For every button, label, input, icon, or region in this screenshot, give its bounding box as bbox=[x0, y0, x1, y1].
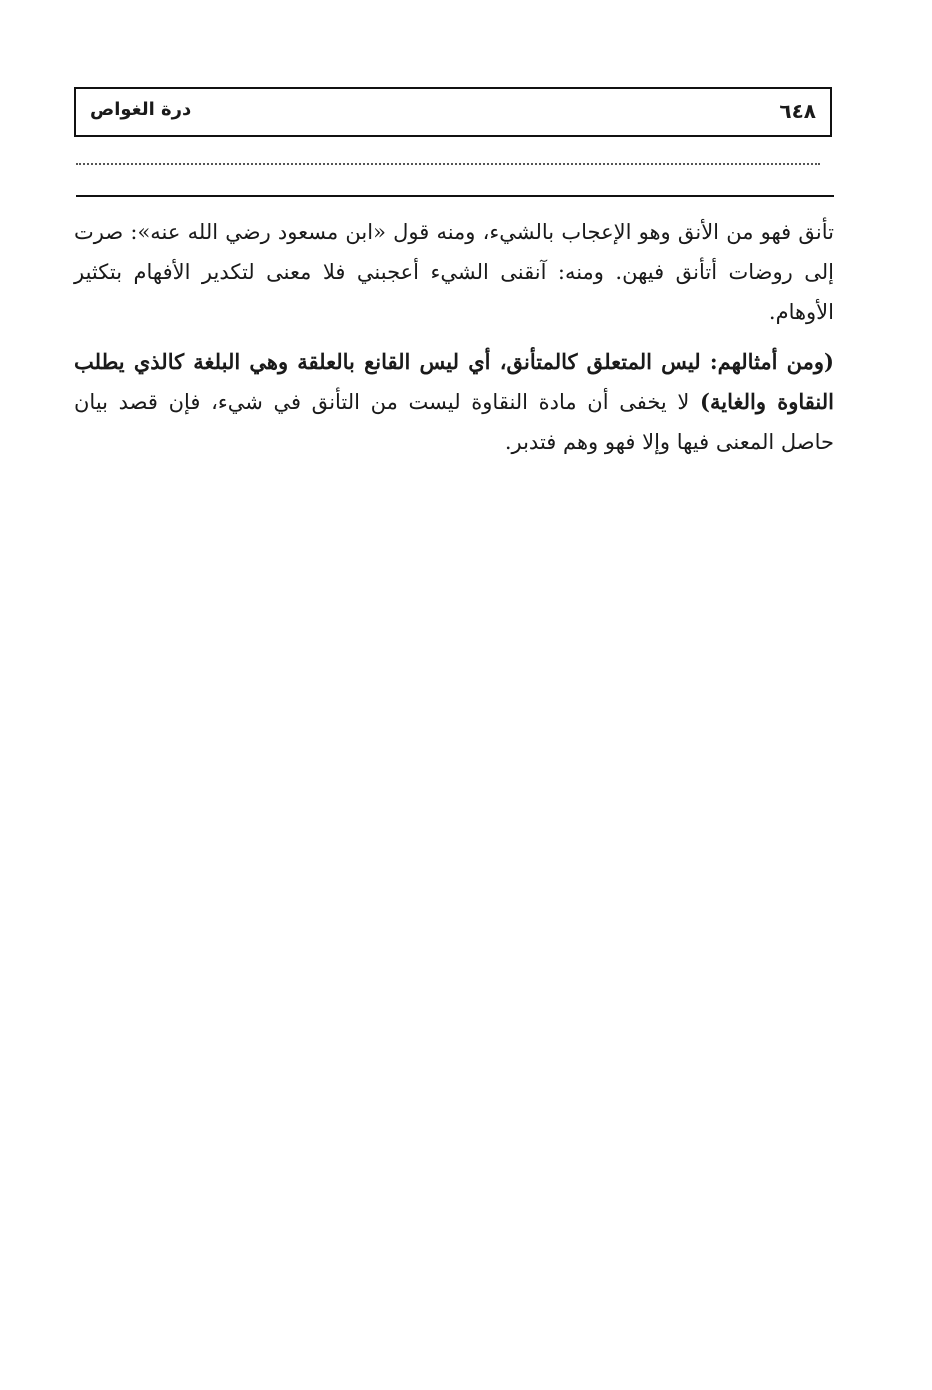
running-title: درة الغواص bbox=[90, 99, 192, 120]
paragraph-2 bbox=[74, 342, 834, 462]
solid-divider bbox=[76, 195, 834, 197]
paragraph-2-rest: لا يخفى أن مادة النقاوة ليست من التأنق في شيء، فإن قصد بيان حاصل المعنى فيها وإلا فهو وهم فتدبر. bbox=[74, 390, 834, 454]
paragraph-1: تأنق فهو من الأنق وهو الإعجاب بالشيء، ومنه قول «ابن مسعود رضي الله عنه»: صرت إلى روضات أتأنق فيهن. ومنه: آنقنى الشيء أعجبني فلا معنى لتكدير الأفهام بتكثير الأوهام. bbox=[74, 220, 834, 324]
page-header bbox=[74, 87, 832, 137]
body-text bbox=[74, 212, 834, 462]
paragraph-2-bold: (ومن أمثالهم: ليس المتعلق كالمتأنق، أي ليس القانع بالعلقة وهي البلغة كالذي يطلب النقاوة والغاية) bbox=[74, 349, 834, 414]
page-number: ٦٤٨ bbox=[779, 99, 816, 123]
dotted-divider bbox=[76, 163, 820, 165]
